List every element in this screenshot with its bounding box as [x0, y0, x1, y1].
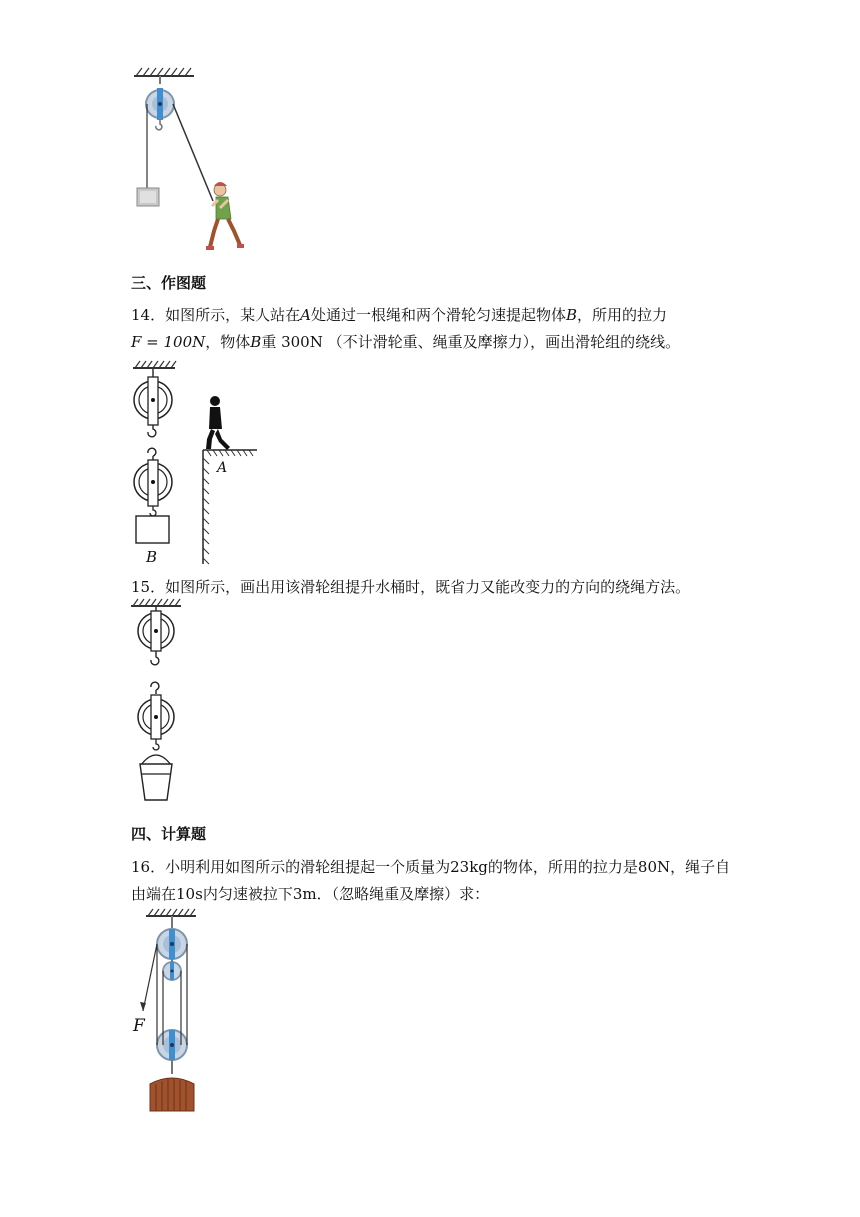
fig14-pulley-diagram [125, 360, 275, 570]
section-heading-calculation: 四、计算题 [131, 825, 207, 843]
q14-text-d: ，物体 [205, 333, 251, 351]
section-heading-drawing: 三、作图题 [131, 274, 207, 292]
fig13-fixed-pulley-diagram [120, 66, 260, 256]
q14-number: 14． [131, 306, 166, 324]
q16-number: 16． [131, 858, 166, 876]
q16-text-a: 小明利用如图所示的滑轮组提起一个质量为 [165, 858, 451, 876]
q14-var-b: B [565, 306, 577, 324]
q14-line1 [131, 305, 667, 325]
q16-line1 [131, 857, 730, 877]
wooden-load-icon [150, 1078, 194, 1111]
label-f: F [133, 1016, 145, 1036]
label-b: B [146, 548, 158, 566]
q16-text-c: ，绳子自 [670, 858, 731, 876]
fig16-pulley-system-diagram [130, 908, 220, 1118]
label-a: A [217, 460, 228, 476]
q16-mass: 23kg [450, 858, 488, 876]
q14-formula: F = 100N [131, 333, 206, 351]
fig15-bucket-pulley-diagram [125, 598, 205, 808]
q16-text-d: 由端在 [131, 885, 177, 903]
q14-text-a: 如图所示，某人站在 [165, 306, 301, 324]
q14-var-b2: B [250, 333, 262, 351]
q16-force: 80N [637, 858, 671, 876]
q16-text-e: 内匀速被拉下 [202, 885, 293, 903]
q16-distance: 3m [292, 885, 317, 903]
man-pulling-rope-icon [206, 182, 244, 248]
q15-number: 15． [131, 578, 166, 596]
q16-text-b: 的物体，所用的拉力是 [487, 858, 638, 876]
q14-text-b: 处通过一根绳和两个滑轮匀速提起物体 [310, 306, 566, 324]
q16-time: 10s [176, 885, 203, 903]
q14-text-c: ，所用的拉力 [577, 306, 668, 324]
person-silhouette-icon [206, 396, 230, 450]
q16-text-f: ．（忽略绳重及摩擦）求： [316, 885, 490, 903]
q16-line2 [131, 884, 489, 904]
q14-text-e: 重 300N （不计滑轮重、绳重及摩擦力），画出滑轮组的绕线。 [261, 333, 681, 351]
q14-var-a: A [300, 306, 311, 324]
bucket-icon [140, 755, 172, 800]
q15-line1 [131, 577, 690, 597]
q14-line2 [131, 332, 680, 352]
q15-text: 如图所示，画出用该滑轮组提升水桶时，既省力又能改变力的方向的绕绳方法。 [165, 578, 691, 596]
